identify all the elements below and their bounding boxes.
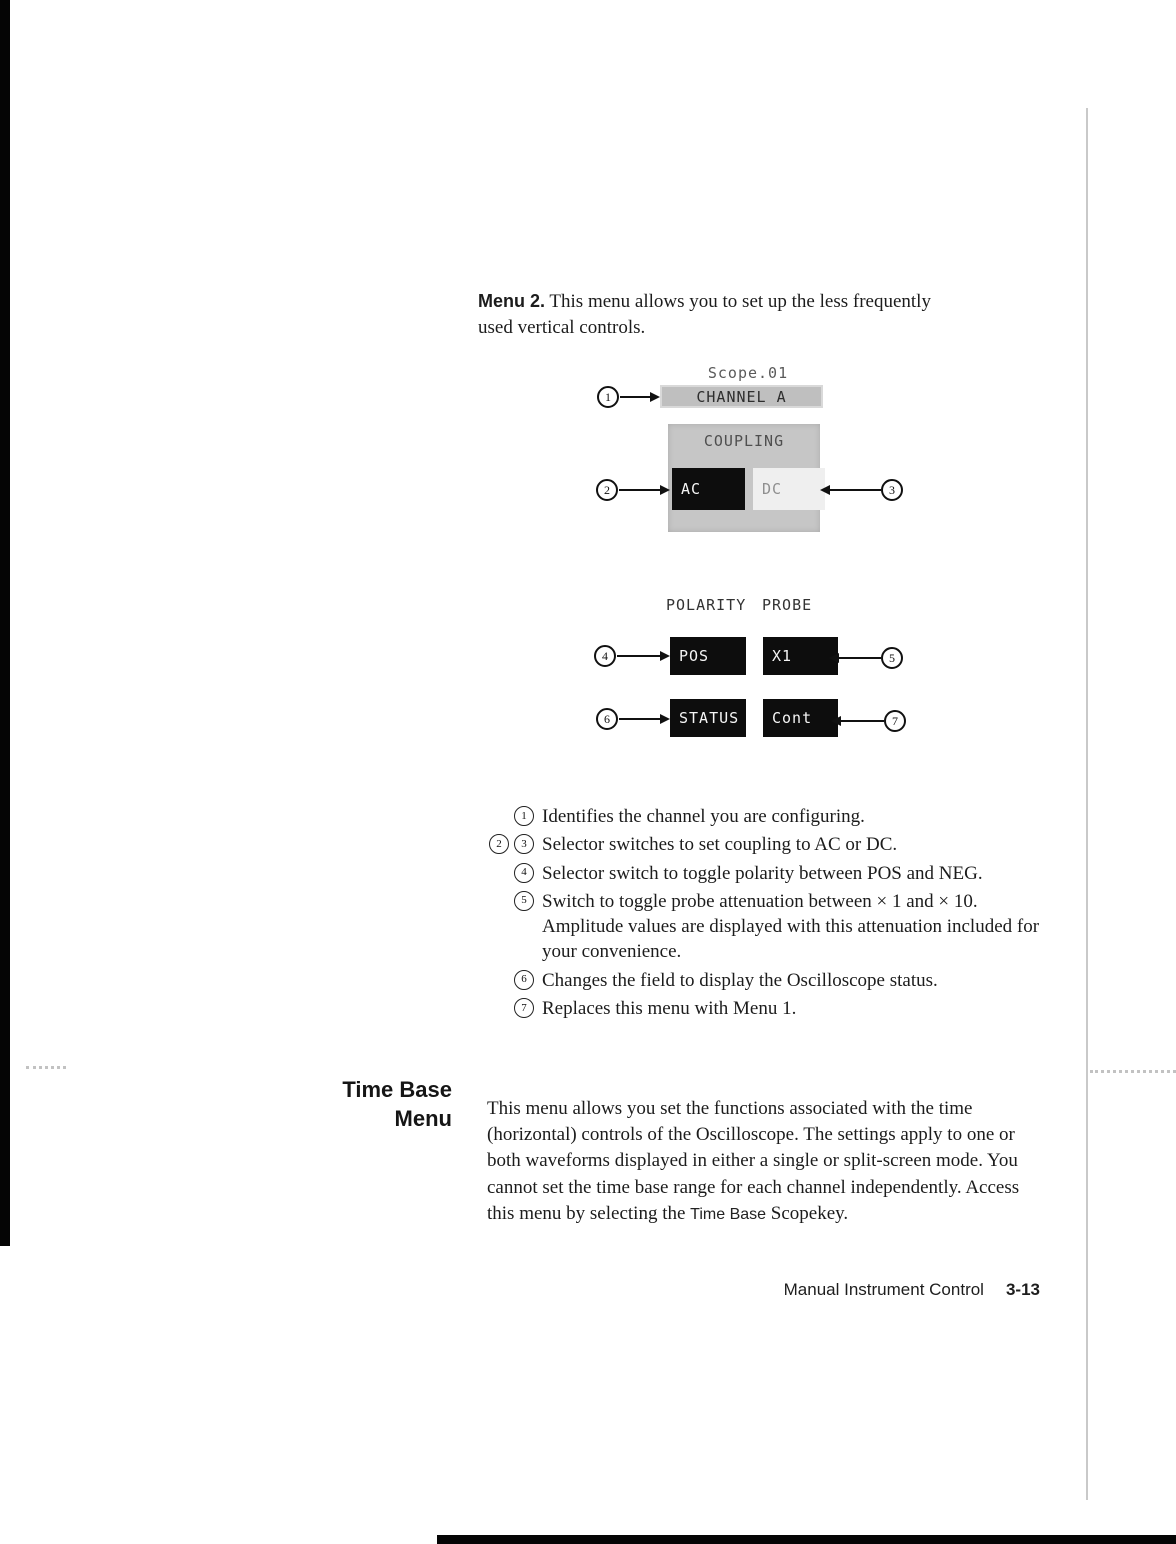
note-marker-1: 1 xyxy=(514,806,534,826)
note-marker-5: 5 xyxy=(514,891,534,911)
section-heading-line-2: Menu xyxy=(394,1105,452,1131)
intro-heading: Menu 2. xyxy=(478,291,546,311)
notes-list xyxy=(470,804,1048,1024)
status-button: STATUS xyxy=(670,699,746,737)
note-text-3: Selector switch to toggle polarity between POS and NEG. xyxy=(542,862,983,884)
footer-label: Manual Instrument Control xyxy=(783,1280,984,1299)
note-item-6 xyxy=(470,996,1048,1021)
callout-6-arrow xyxy=(619,718,668,720)
x1-button: X1 xyxy=(763,637,838,675)
dc-button: DC xyxy=(753,468,825,510)
callout-1-arrow xyxy=(620,396,658,398)
pos-button: POS xyxy=(670,637,746,675)
callout-2: 2 xyxy=(596,479,618,501)
note-item-4 xyxy=(470,889,1048,965)
probe-label: PROBE xyxy=(762,596,813,614)
footer-page-number: 3-13 xyxy=(1005,1280,1040,1299)
section-heading-time-base-menu xyxy=(278,1076,452,1133)
callout-7: 7 xyxy=(884,710,906,732)
note-item-2 xyxy=(470,832,1048,857)
note-marker-2: 2 xyxy=(489,834,509,854)
note-item-5 xyxy=(470,968,1048,993)
note-text-4: Switch to toggle probe attenuation between × 1 and × 10. Amplitude values are displayed with this attenuation included for your convenience. xyxy=(542,890,1040,963)
callout-3: 3 xyxy=(881,479,903,501)
callout-4: 4 xyxy=(594,645,616,667)
note-text-6: Replaces this menu with Menu 1. xyxy=(542,997,797,1019)
intro-paragraph xyxy=(478,289,946,340)
note-marker-6: 6 xyxy=(514,970,534,990)
intro-text: This menu allows you to set up the less frequently used vertical controls. xyxy=(478,291,931,338)
callout-2-arrow xyxy=(619,489,668,491)
cont-button: Cont xyxy=(763,699,838,737)
ac-button: AC xyxy=(672,468,745,510)
polarity-label: POLARITY xyxy=(666,596,747,614)
note-item-1 xyxy=(470,804,1048,829)
section-heading-line-1: Time Base xyxy=(342,1077,452,1102)
time-base-scopekey-label: Time Base xyxy=(690,1205,767,1223)
callout-3-arrow xyxy=(822,489,881,491)
coupling-title: COUPLING xyxy=(703,432,785,450)
callout-7-arrow xyxy=(833,720,884,722)
page-footer xyxy=(784,1280,1040,1300)
section-body xyxy=(487,1096,1044,1227)
note-item-3 xyxy=(470,861,1048,886)
scan-artifact-dots-right xyxy=(1090,1070,1176,1073)
note-text-2: Selector switches to set coupling to AC or DC. xyxy=(542,834,898,856)
scan-artifact-bottom-bar xyxy=(437,1535,1176,1544)
callout-4-arrow xyxy=(617,655,668,657)
callout-5: 5 xyxy=(881,647,903,669)
scan-artifact-right-rule xyxy=(1086,108,1088,1500)
section-body-end: Scopekey. xyxy=(766,1202,849,1224)
scan-artifact-left-bar xyxy=(0,0,10,1246)
scan-artifact-dots-left xyxy=(26,1066,66,1069)
channel-label: CHANNEL A xyxy=(660,385,823,408)
note-text-5: Changes the field to display the Oscilloscope status. xyxy=(542,969,938,991)
note-text-1: Identifies the channel you are configuring. xyxy=(542,806,865,827)
callout-1: 1 xyxy=(597,386,619,408)
note-marker-3: 3 xyxy=(514,834,534,854)
note-marker-7: 7 xyxy=(514,998,534,1018)
callout-6: 6 xyxy=(596,708,618,730)
section-body-start: This menu allows you set the functions associated with the time (horizontal) controls of the Oscilloscope. The settings apply to one or both waveforms displayed in either a single or split-screen mode. You cannot set the time base range for each channel independently. Access this menu by selecting the xyxy=(487,1098,1020,1224)
note-marker-4: 4 xyxy=(514,863,534,883)
scope-title: Scope.01 xyxy=(707,364,789,382)
callout-5-arrow xyxy=(831,657,881,659)
